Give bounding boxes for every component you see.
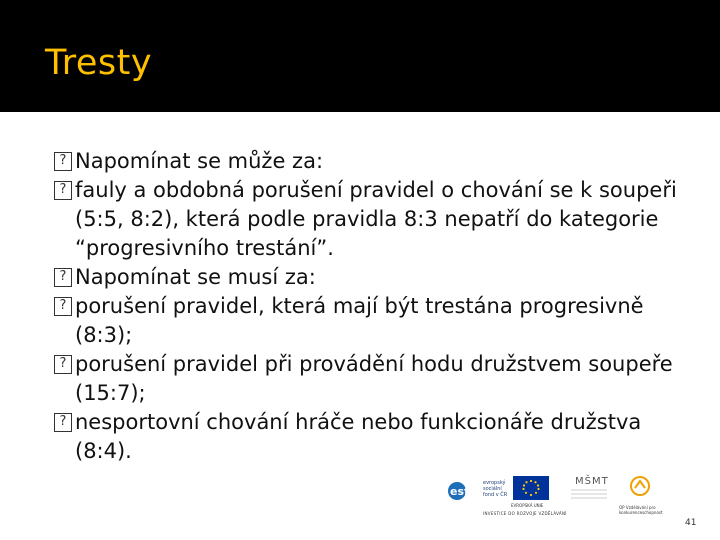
bullet-text: porušení pravidel při provádění hodu družstvem soupeře (15:7); bbox=[75, 352, 673, 405]
bullet-item bbox=[52, 263, 692, 292]
op-caption: OP Vzdělávání pro konkurenceschopnost bbox=[619, 505, 663, 515]
bullet-marker-icon: ? bbox=[54, 152, 72, 171]
bullet-marker-icon: ? bbox=[54, 413, 72, 432]
title-bar bbox=[0, 0, 720, 112]
bullet-item bbox=[52, 408, 692, 466]
esf-logo-icon bbox=[447, 476, 479, 506]
bullet-marker-icon: ? bbox=[54, 181, 72, 200]
bullet-text: Napomínat se může za: bbox=[75, 149, 324, 173]
bullet-item bbox=[52, 350, 692, 408]
funding-logos bbox=[447, 470, 661, 520]
esf-caption: evropský sociální fond v ČR bbox=[483, 480, 508, 498]
bullet-item bbox=[52, 147, 692, 176]
bullet-marker-icon: ? bbox=[54, 268, 72, 287]
svg-text:esf: esf bbox=[450, 485, 469, 498]
bullet-item bbox=[52, 176, 692, 263]
bullet-text: nesportovní chování hráče nebo funkcionáře družstva (8:4). bbox=[75, 410, 642, 463]
page-number: 41 bbox=[685, 518, 697, 528]
bullet-marker-icon: ? bbox=[54, 297, 72, 316]
msmt-logo-icon bbox=[565, 470, 613, 506]
eu-caption: EVROPSKÁ UNIE bbox=[511, 503, 544, 508]
bullet-text: Napomínat se musí za: bbox=[75, 265, 316, 289]
funding-caption: INVESTICE DO ROZVOJE VZDĚLÁVÁNÍ bbox=[483, 511, 567, 516]
bullet-item bbox=[52, 292, 692, 350]
msmt-logo-text: MŠMT bbox=[575, 476, 609, 487]
bullet-marker-icon: ? bbox=[54, 355, 72, 374]
op-logo-icon bbox=[623, 474, 657, 504]
bullet-text: porušení pravidel, která mají být trestána progresivně (8:3); bbox=[75, 294, 644, 347]
bullet-list bbox=[52, 147, 692, 466]
slide-title: Tresty bbox=[45, 43, 153, 83]
bullet-text: fauly a obdobná porušení pravidel o chování se k soupeři (5:5, 8:2), která podle pravidla 8:3 nepatří do kategorie “progresivního trestání”. bbox=[75, 178, 677, 260]
eu-flag-icon bbox=[513, 476, 549, 500]
